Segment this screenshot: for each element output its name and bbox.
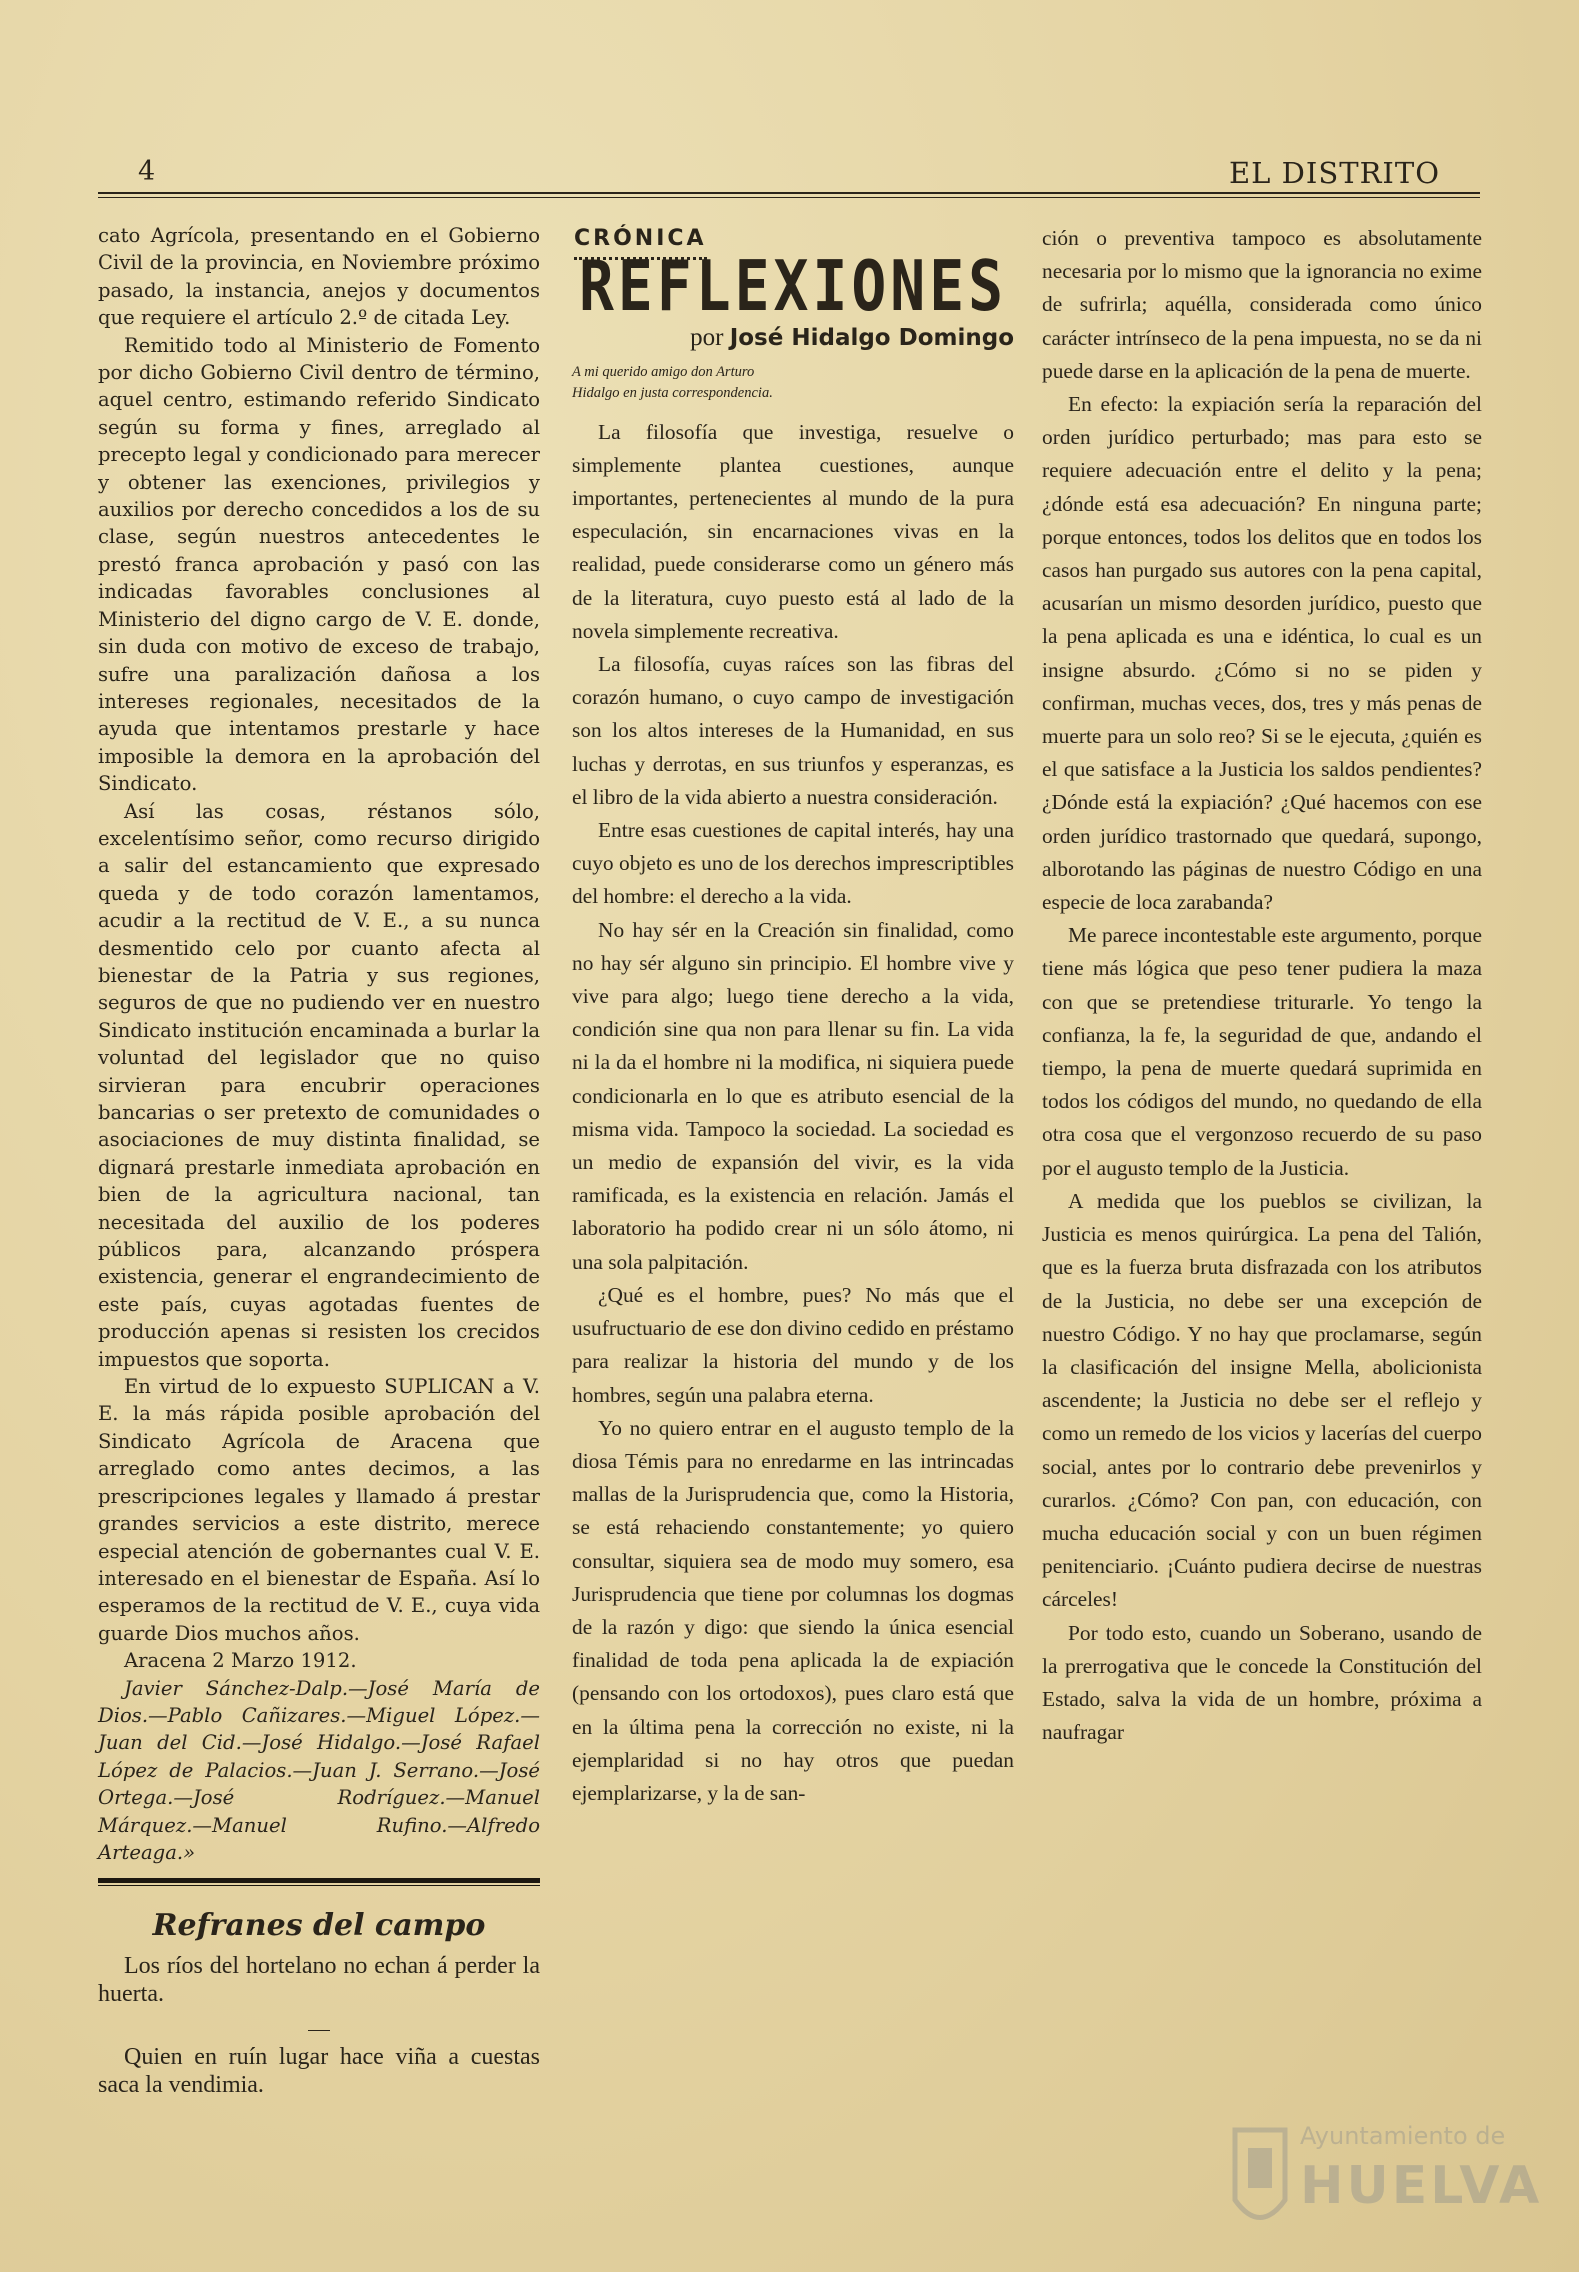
refran-item: Los ríos del hortelano no echan á perder la huerta. <box>98 1952 540 2007</box>
dedication <box>572 362 1014 404</box>
column-1 <box>98 222 540 2099</box>
byline-prefix: por <box>690 324 724 352</box>
paragraph: No hay sér en la Creación sin finalidad, como no hay sér alguno sin principio. El hombre vive y vive para algo; luego tiene derecho a la vida, condición sine qua non para llenar su fin. La vida ni la da el hombre ni la modifica, ni siquiera puede condicionarla en lo que es atributo esencial de la misma vida. Tampoco la sociedad. La sociedad es un medio de expansión del vivir, es la vida ramificada, es la existencia en relación. Jamás el laboratorio ha podido crear ni un sólo átomo, ni una sola palpitación. <box>572 917 1014 1274</box>
section-divider-thin <box>98 1885 540 1886</box>
watermark-line1: Ayuntamiento de <box>1300 2122 1506 2150</box>
watermark-line2: HUELVA <box>1300 2156 1543 2216</box>
refran-separator <box>308 2030 330 2031</box>
paragraph: Así las cosas, réstanos sólo, excelentísimo señor, como recurso dirigido a salir del estancamiento que expresado queda y de todo corazón lamentamos, acudir a la rectitud de V. E., a su nunca desmentido celo por cuanto afecta al bienestar de la Patria y sus regiones, seguros de que no pudiendo ver en nuestro Sindicato institución encaminada a burlar la voluntad del legislador que no quiso sirvieran para encubrir operaciones bancarias o ser pretexto de comunidades o asociaciones de muy distinta finalidad, se dignará prestarle inmediata aprobación en bien de la agricultura nacional, tan necesitada del auxilio de los poderes públicos para, alcanzando próspera existencia, generar el engrandecimiento de este país, cuyas agotadas fuentes de producción apenas si resisten los crecidos impuestos que soporta. <box>98 799 540 1371</box>
paragraph: ¿Qué es el hombre, pues? No más que el usufructuario de ese don divino cedido en préstamo para realizar la historia del mundo y de los hombres, según una palabra eterna. <box>572 1282 1014 1407</box>
archive-watermark <box>1230 2120 1543 2250</box>
paragraph: A medida que los pueblos se civilizan, la Justicia es menos quirúrgica. La pena del Talión, que es la fuerza bruta disfrazada con los atributos de la Justicia, no debe ser una excepción de nuestro Código. Y no hay que proclamarse, según la clasificación del insigne Mella, abolicionista ascendente; la Justicia no debe ser el reflejo y como un remedo de los vicios y lacerías del cuerpo social, antes por lo contrario debe prevenirlos y curarlos. ¿Cómo? Con pan, con educación, con mucha educación social y con un buen régimen penitenciario. ¡Cuánto pudiera decirse de nuestras cárceles! <box>1042 1188 1482 1612</box>
header-rule <box>98 192 1480 194</box>
paragraph: Me parece incontestable este argumento, porque tiene más lógica que peso tener pudiera la maza con que se pretendiese triturarle. Yo tengo la confianza, la fe, la seguridad de que, andando el tiempo, la pena de muerte quedará suprimida en todos los códigos del mundo, no quedando de ella otra cosa que el vergonzoso recuerdo de su paso por el augusto templo de la Justicia. <box>1042 923 1482 1180</box>
paragraph: Remitido todo al Ministerio de Fomento por dicho Gobierno Civil dentro de término, aquel centro, estimando referido Sindicato según su forma y fines, arreglado al precepto legal y condicionado para merecer y obtener las exenciones, privilegios y auxilios por derecho concedidos a los de su clase, según nuestros antecedentes le prestó franca aprobación y pasó con las indicadas favorables conclusiones al Ministerio del digno cargo de V. E. donde, sin duda con motivo de exceso de trabajo, sufre una paralización dañosa a los intereses regionales, necesitados de la ayuda que intentamos prestarle y hace imposible la demora en la aprobación del Sindicato. <box>98 333 540 796</box>
paragraph: La filosofía, cuyas raíces son las fibras del corazón humano, o cuyo campo de investigación son los altos intereses de la Humanidad, en sus luchas y derrotas, en sus triunfos y esperanzas, es el libro de la vida abierto a nuestra consideración. <box>572 652 1014 809</box>
running-title: EL DISTRITO <box>1229 156 1440 190</box>
column-3 <box>1042 222 1482 1749</box>
date-line: Aracena 2 Marzo 1912. <box>124 1649 357 1673</box>
paragraph: Entre esas cuestiones de capital interés, hay una cuyo objeto es uno de los derechos imprescriptibles del hombre: el derecho a la vida. <box>572 818 1014 909</box>
paragraph: cato Agrícola, presentando en el Gobierno Civil de la provincia, en Noviembre próximo pasado, la instancia, anejos y documentos que requiere el artículo 2.º de citada Ley. <box>98 224 540 330</box>
section-divider <box>98 1878 540 1883</box>
refran-item: Quien en ruín lugar hace viña a cuestas saca la vendimia. <box>98 2043 540 2098</box>
page-header <box>98 150 1480 198</box>
refranes-title: Refranes del campo <box>152 1908 486 1944</box>
crest-icon <box>1230 2120 1290 2240</box>
paragraph: Yo no quiero entrar en el augusto templo de la diosa Témis para no enredarme en las intrincadas mallas de la Jurisprudencia que, como la Historia, se está rehaciendo constantemente; yo quiero consultar, siquiera sea de modo muy somero, esa Jurisprudencia que tiene por columnas los dogmas de la razón y digo: que siendo la única esencial finalidad de toda pena aplicada la de expiación (pensando con los ortodoxos), pues claro está que en la última pena la corrección no existe, ni la ejemplaridad si no hay otros que puedan ejemplarizarse, y la de san- <box>572 1415 1014 1805</box>
column-2 <box>572 222 1014 1810</box>
dedication-line: Hidalgo en justa correspondencia. <box>572 384 773 401</box>
header-rule-thin <box>98 197 1480 198</box>
signatories: Javier Sánchez-Dalp.—José María de Dios.—Pablo Cañizares.—Miguel López.—Juan del Cid.—José Hidalgo.—José Rafael López de Palacios.—Juan J. Serrano.—José Ortega.—José Rodríguez.—Manuel Márquez.—Manuel Rufino.—Alfredo Arteaga.» <box>98 1676 540 1864</box>
paragraph: Por todo esto, cuando un Soberano, usando de la prerrogativa que le concede la Constitución del Estado, salva la vida de un hombre, próxima a naufragar <box>1042 1620 1482 1745</box>
paragraph: En virtud de lo expuesto SUPLICAN a V. E. la más rápida posible aprobación del Sindicato Agrícola de Aracena que arreglado como antes decimos, a las prescripciones legales y llamado á prestar grandes servicios a este distrito, merece especial atención de gobernantes cual V. E. interesado en el bienestar de España. Así lo esperamos de la rectitud de V. E., cuya vida guarde Dios muchos años. <box>98 1375 540 1645</box>
dedication-line: A mi querido amigo don Arturo <box>572 363 755 380</box>
article-headline: REFLEXIONES <box>578 245 1008 327</box>
page-number: 4 <box>138 156 156 187</box>
section-label: CRÓNICA <box>574 222 707 260</box>
paragraph: ción o preventiva tampoco es absolutamente necesaria por lo mismo que la ignorancia no exime de sufrirla; aquélla, considerada como único carácter intrínseco de la pena impuesta, no se da ni puede darse en la aplicación de la pena de muerte. <box>1042 226 1482 383</box>
author-name: José Hidalgo Domingo <box>729 325 1014 352</box>
paragraph: En efecto: la expiación sería la reparación del orden jurídico perturbado; mas para esto se requiere adecuación entre el delito y la pena; ¿dónde está esa adecuación? En ninguna parte; porque entonces, todos los delitos que en todos los casos han purgado sus autores con la pena capital, acusarían un mismo desorden jurídico, puesto que la pena aplicada es una e idéntica, lo cual es un insigne absurdo. ¿Cómo si no se piden y confirman, muchas veces, dos, tres y más penas de muerte para un solo reo? Si se le ejecuta, ¿quién es el que satisface a la Justicia los saldos pendientes? ¿Dónde está la expiación? ¿Qué hacemos con ese orden jurídico trastornado que quedará, supongo, alborotando las páginas de nuestro Código en una especie de loca zarabanda? <box>1042 392 1482 915</box>
paragraph: La filosofía que investiga, resuelve o simplemente plantea cuestiones, aunque importantes, pertenecientes al mundo de la pura especulación, sin encarnaciones vivas en la realidad, puede considerarse como un género más de la literatura, cuyo puesto está al lado de la novela simplemente recreativa. <box>572 419 1014 643</box>
